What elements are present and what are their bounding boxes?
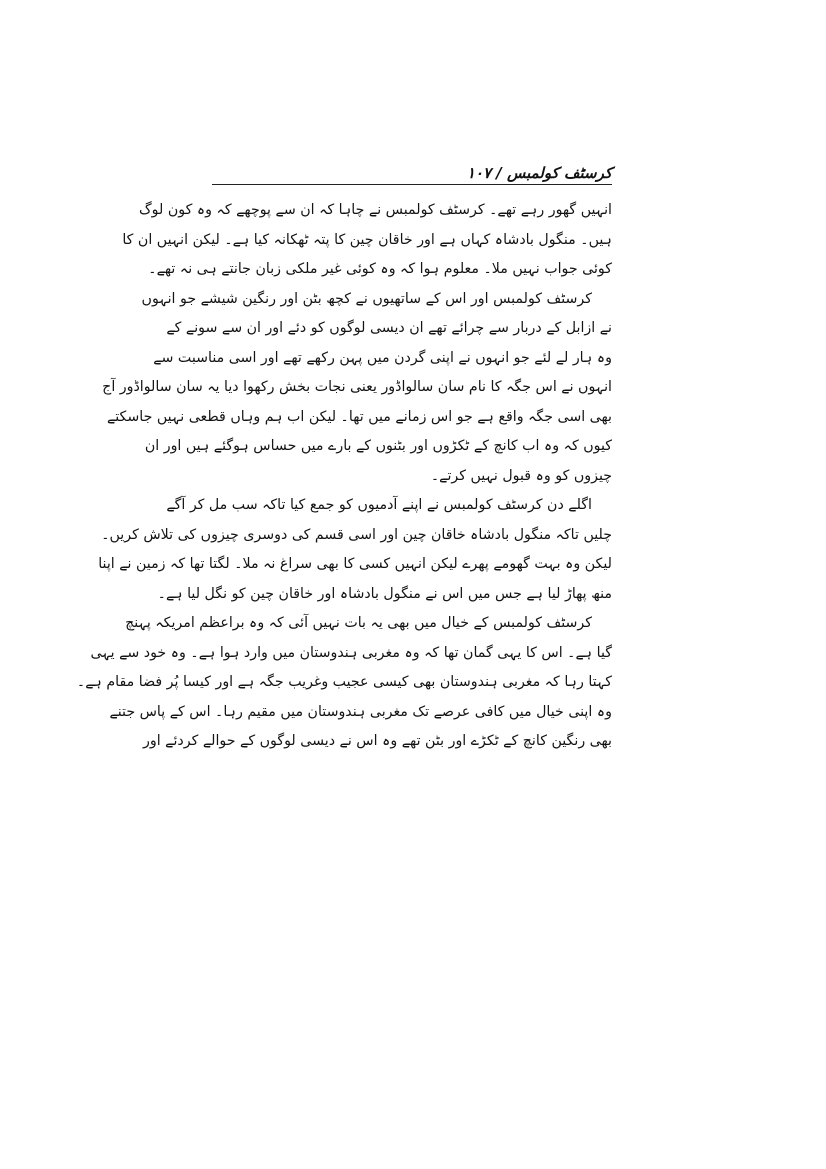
text-line: کیوں کہ وہ اب کانچ کے ٹکڑوں اور بٹنوں کے بارے میں حساس ہوگئے ہیں اور ان <box>144 438 612 454</box>
text-line: وہ اپنی خیال میں کافی عرصے تک مغربی ہندوستان میں مقیم رہا۔ اس کے پاس جتنے <box>109 703 612 720</box>
text-line: منھ پھاڑ لیا ہے جس میں اس نے منگول بادشاہ اور خاقان چین کو نگل لیا ہے۔ <box>157 585 612 602</box>
text-line: لیکن وہ بہت گھومے پھرے لیکن انہیں کسی کا بھی سراغ نہ ملا۔ لگتا تھا کہ زمین نے اپنا <box>98 556 612 572</box>
text-line: کہتا رہا کہ مغربی ہندوستان بھی کیسی عجیب وغریب جگہ ہے اور کیسا پُر فضا مقام ہے۔ <box>76 674 612 690</box>
text-line: وہ ہار لے لئے جو انہوں نے اپنی گردن میں پہن رکھے تھے اور اسی مناسبت سے <box>153 349 612 366</box>
text-line: انہیں گھور رہے تھے۔ کرسٹف کولمبس نے چاہا کہ ان سے پوچھے کہ وہ کون لوگ <box>138 202 612 218</box>
text-line: چیزوں کو وہ قبول نہیں کرتے۔ <box>430 467 612 484</box>
running-title: کرسٹف کولمبس / ۱۰۷ <box>466 164 612 182</box>
text-line: کرسٹف کولمبس اور اس کے ساتھیوں نے کچھ بٹن اور رنگین شیشے جو انہوں <box>141 290 592 307</box>
text-line: چلیں تاکہ منگول بادشاہ خاقان چین اور اسی قسم کی دوسری چیزوں کی تلاش کریں۔ <box>101 526 612 543</box>
text-line: کوئی جواب نہیں ملا۔ معلوم ہوا کہ وہ کوئی غیر ملکی زبان جانتے ہی نہ تھے۔ <box>148 261 612 277</box>
text-line: گیا ہے۔ اس کا یہی گمان تھا کہ وہ مغربی ہندوستان میں وارد ہوا ہے۔ وہ خود سے یہی <box>90 644 612 661</box>
text-line: ہیں۔ منگول بادشاہ کہاں ہے اور خاقان چین کا پتہ ٹھکانہ کیا ہے۔ لیکن انہیں ان کا <box>122 231 612 248</box>
paragraph-1 <box>122 196 612 285</box>
text-line: بھی اسی جگہ واقع ہے جو اس زمانے میں تھا۔ لیکن اب ہم وہاں قطعی نہیں جاسکتے <box>106 408 612 425</box>
text-line: انہوں نے اس جگہ کا نام سان سالواڈور یعنی نجات بخش رکھوا دیا یہ سان سالواڈور آج <box>102 379 612 395</box>
text-line: کرسٹف کولمبس کے خیال میں بھی یہ بات نہیں آئی کہ وہ براعظم امریکہ پہنچ <box>125 615 592 631</box>
text-line: بھی رنگین کانچ کے ٹکڑے اور بٹن تھے وہ اس نے دیسی لوگوں کے حوالے کردئے اور <box>143 733 612 749</box>
header-rule <box>212 184 612 185</box>
text-line: نے ازابل کے دربار سے چرائے تھے ان دیسی لوگوں کو دئے اور ان سے سونے کے <box>166 320 612 336</box>
paragraph-3 <box>98 491 612 609</box>
text-line: اگلے دن کرسٹف کولمبس نے اپنے آدمیوں کو جمع کیا تاکہ سب مل کر آگے <box>166 497 592 513</box>
running-head <box>212 158 612 182</box>
paragraph-2 <box>102 285 612 492</box>
body-text <box>76 196 612 757</box>
paragraph-4 <box>76 609 612 757</box>
